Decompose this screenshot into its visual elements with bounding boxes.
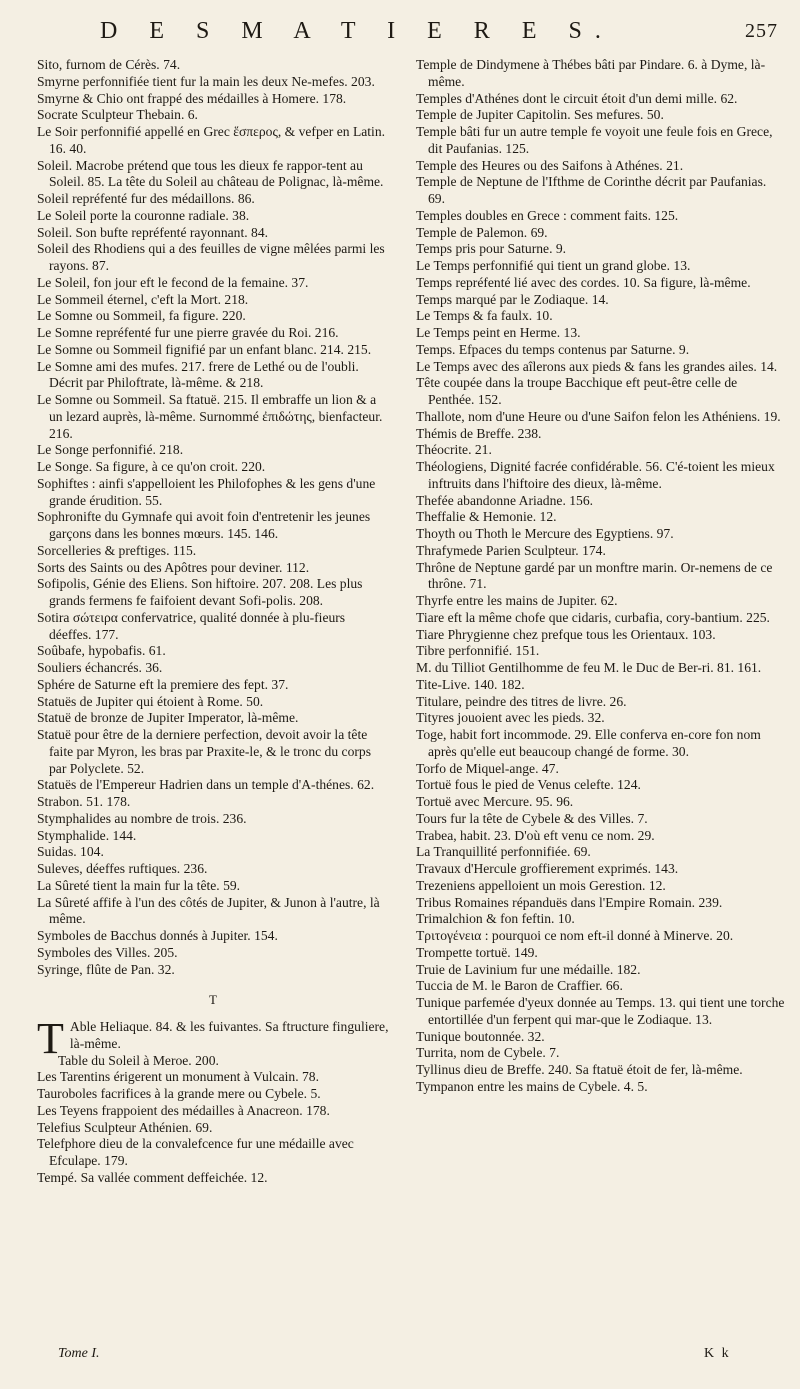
index-entry: Travaux d'Hercule groffierement exprimés. 143. xyxy=(416,861,679,876)
index-entry: Tortuë fous le pied de Venus celefte. 124. xyxy=(416,777,641,793)
index-entry: Tympanon entre les mains de Cybele. 4. 5. xyxy=(416,1078,648,1094)
index-entry: Soleil. Son bufte repréfenté rayonnant. 84. xyxy=(37,224,269,240)
index-entry: Temps. Efpaces du temps contenus par Saturne. 9. xyxy=(416,341,690,357)
index-entry: Syringe, flûte de Pan. 32. xyxy=(37,961,175,977)
index-entry: Telefius Sculpteur Athénien. 69. xyxy=(37,1119,213,1135)
index-entry: Soleil des Rhodiens qui a des feuilles de vigne mêlées parmi les rayons. 87. xyxy=(37,241,385,273)
index-entry: Tauroboles facrifices à la grande mere ou Cybele. 5. xyxy=(37,1086,321,1101)
index-entry: Le Temps perfonnifié qui tient un grand globe. 13. xyxy=(416,258,691,273)
index-entry: Telefphore dieu de la convalefcence fur une médaille avec Efculape. 179. xyxy=(37,1136,354,1168)
index-entry: Souliers échancrés. 36. xyxy=(37,660,163,675)
index-entry: Théocrite. 21. xyxy=(416,442,492,458)
index-entry: Tête coupée dans la troupe Bacchique eft peut-être celle de Penthée. 152. xyxy=(416,375,738,407)
index-entry: Le Sommeil éternel, c'eft la Mort. 218. xyxy=(37,291,249,307)
index-entry: Smyrne & Chio ont frappé des médailles à Homere. 178. xyxy=(37,90,347,106)
index-entry: Temps repréfenté lié avec des cordes. 10. Sa figure, là-même. xyxy=(416,274,751,290)
index-entry: Temple des Heures ou des Saifons à Athénes. 21. xyxy=(416,157,684,173)
index-entry: Temples doubles en Grece : comment faits. 125. xyxy=(416,207,679,223)
index-entry: M. du Tilliot Gentilhomme de feu M. le Duc de Ber-ri. 81. 161. xyxy=(416,660,762,675)
index-entry: Trompette tortuë. 149. xyxy=(416,944,538,960)
index-entry: Le Somne ami des mufes. 217. frere de Lethé ou de l'oubli. Décrit par Philoftrate, là-même. & 218. xyxy=(37,358,359,391)
index-entry: Statuës de l'Empereur Hadrien dans un temple d'A-thénes. 62. xyxy=(37,777,375,793)
index-entry: Temple bâti fur un autre temple fe voyoit une feule fois en Grece, dit Paufanias. 125. xyxy=(416,124,773,156)
index-entry: Le Temps peint en Herme. 13. xyxy=(416,325,581,340)
index-entry: Tiare eft la même chofe que cidaris, curbafia, cory-bantium. 225. xyxy=(416,609,770,625)
index-entry: Thefée abandonne Ariadne. 156. xyxy=(416,492,594,508)
index-entry: Trimalchion & fon feftin. 10. xyxy=(416,911,575,927)
index-entry: Thrafymede Parien Sculpteur. 174. xyxy=(416,542,606,558)
index-entry: Smyrne perfonnifiée tient fur la main les deux Ne-mefes. 203. xyxy=(37,73,375,89)
index-entry: Tyllinus dieu de Breffe. 240. Sa ftatuë étoit de fer, là-même. xyxy=(416,1062,743,1077)
letter-heading-t: T xyxy=(209,992,217,1008)
signature-mark: K k xyxy=(704,1346,731,1361)
index-entry: Temps pris pour Saturne. 9. xyxy=(416,241,567,257)
index-entry: Sofipolis, Génie des Eliens. Son hiftoire. 207. 208. Les plus grands fermens fe faifoient devant Sofi-polis. 208. xyxy=(37,576,363,608)
index-entry: Le Soleil porte la couronne radiale. 38. xyxy=(37,207,250,223)
index-entry: Toge, habit fort incommode. 29. Elle conferva en-core fon nom après qu'elle eut beaucoup changé de forme. 30. xyxy=(416,727,761,759)
index-entry: Tuccia de M. le Baron de Craffier. 66. xyxy=(416,978,623,994)
index-entry: Symboles de Bacchus donnés à Jupiter. 154. xyxy=(37,928,278,943)
index-entry: Temples d'Athénes dont le circuit étoit d'un demi mille. 62. xyxy=(416,90,738,106)
index-entry: Tunique parfemée d'yeux donnée au Temps. 13. qui tient une torche entortillée d'un ferpent qui mar-que le Zodiaque. 13. xyxy=(416,995,785,1027)
index-entry: Sorts des Saints ou des Apôtres pour deviner. 112. xyxy=(37,559,310,575)
index-entry: Le Soir perfonnifié appellé en Grec ἕσπερος, & vefper en Latin. 16. 40. xyxy=(37,124,386,156)
index-entry: Titulare, peindre des titres de livre. 26. xyxy=(416,693,627,709)
running-head xyxy=(60,16,800,46)
index-entry: Sphére de Saturne eft la premiere des fept. 37. xyxy=(37,676,289,692)
index-entry: Le Soleil, fon jour eft le fecond de la femaine. 37. xyxy=(37,274,309,290)
index-entry: Le Temps avec des aîlerons aux pieds & fans les grandes ailes. 14. xyxy=(416,358,778,374)
index-entry: Sotira σώτειρα confervatrice, qualité donnée à plu-fieurs déeffes. 177. xyxy=(37,609,346,642)
index-entry: Suidas. 104. xyxy=(37,844,104,860)
index-entry: Truie de Lavinium fur une médaille. 182. xyxy=(416,961,641,977)
index-entry: La Sûreté affife à l'un des côtés de Jupiter, & Junon à l'autre, là même. xyxy=(37,894,380,927)
index-entry: Tortuë avec Mercure. 95. 96. xyxy=(416,794,574,809)
index-entry: Table du Soleil à Meroe. 200. xyxy=(57,1052,219,1068)
index-entry: Tityres jouoient avec les pieds. 32. xyxy=(416,710,605,726)
left-column xyxy=(37,57,389,1187)
index-entry: Temps marqué par le Zodiaque. 14. xyxy=(416,291,609,307)
index-entry: Sophiftes : ainfi s'appelloient les Philofophes & les gens d'une grande érudition. 55. xyxy=(37,475,376,508)
index-entry: Sophronifte du Gymnafe qui avoit foin d'entretenir les jeunes garçons dans les bonnes mœurs. 145. 146. xyxy=(37,509,371,541)
left-t-entries xyxy=(37,1014,389,1187)
index-entry: Le Somne ou Sommeil, fa figure. 220. xyxy=(37,308,246,324)
right-column xyxy=(416,57,786,1096)
index-entry: Temple de Neptune de l'Ifthme de Corinthe décrit par Paufanias. 69. xyxy=(416,174,767,206)
left-entries xyxy=(37,57,389,978)
index-entry: Thyrfe entre les mains de Jupiter. 62. xyxy=(416,593,618,608)
index-entry: Suleves, déeffes ruftiques. 236. xyxy=(37,861,208,876)
index-entry: Le Somne ou Sommeil fignifié par un enfant blanc. 214. 215. xyxy=(37,341,372,357)
index-entry: Tours fur la tête de Cybele & des Villes. 7. xyxy=(416,810,648,826)
index-entry: Statuë de bronze de Jupiter Imperator, là-même. xyxy=(37,710,299,726)
index-entry: Trezeniens appelloient un mois Gerestion. 12. xyxy=(416,877,666,893)
index-entry: Tribus Romaines répanduës dans l'Empire Romain. 239. xyxy=(416,894,723,910)
index-entry: Tiare Phrygienne chez prefque tous les Orientaux. 103. xyxy=(416,626,716,642)
index-entry: Tibre perfonnifié. 151. xyxy=(416,643,540,659)
right-entries xyxy=(416,57,786,1096)
index-entry: Thrône de Neptune gardé par un monftre marin. Or-nemens de ce thrône. 71. xyxy=(416,559,773,592)
index-entry: Le Songe. Sa figure, à ce qu'on croit. 220. xyxy=(37,459,266,474)
index-entry: Soûbafe, hypobafis. 61. xyxy=(37,643,166,659)
index-entry: Statuës de Jupiter qui étoient à Rome. 50. xyxy=(37,693,264,709)
index-entry: Temple de Jupiter Capitolin. Ses mefures. 50. xyxy=(416,107,664,123)
index-entry: Turrita, nom de Cybele. 7. xyxy=(416,1045,560,1061)
index-entry: Le Songe perfonnifié. 218. xyxy=(37,442,184,458)
page-number: 257 xyxy=(745,20,778,42)
index-entry: Sorcelleries & preftiges. 115. xyxy=(37,542,197,558)
index-entry: Strabon. 51. 178. xyxy=(37,794,131,809)
index-entry: Theffalie & Hemonie. 12. xyxy=(416,509,557,525)
index-entry: Temple de Dindymene à Thébes bâti par Pindare. 6. à Dyme, là-même. xyxy=(416,57,766,89)
index-entry: Thémis de Breffe. 238. xyxy=(416,425,542,441)
index-entry: Le Somne repréfenté fur une pierre gravée du Roi. 216. xyxy=(37,325,339,340)
index-entry: Τριτογένεια : pourquoi ce nom eft-il donné à Minerve. 20. xyxy=(416,928,734,943)
index-entry: Soleil. Macrobe prétend que tous les dieux fe rappor-tent au Soleil. 85. La tête du Soleil au château de Polignac, là-même. xyxy=(37,157,384,190)
index-entry: Les Tarentins érigerent un monument à Vulcain. 78. xyxy=(37,1069,319,1085)
index-entry: Stymphalides au nombre de trois. 236. xyxy=(37,810,247,826)
index-entry: Soleil repréfenté fur des médaillons. 86. xyxy=(37,191,255,206)
running-head-title: D E S M A T I E R E S. xyxy=(100,18,614,44)
index-entry: Thallote, nom d'une Heure ou d'une Saifon felon les Athéniens. 19. xyxy=(416,408,781,424)
index-entry: Le Temps & fa faulx. 10. xyxy=(416,308,553,324)
index-entry: Socrate Sculpteur Thebain. 6. xyxy=(37,107,198,123)
index-entry: Trabea, habit. 23. D'où eft venu ce nom. 29. xyxy=(416,827,655,843)
index-entry: Statuë pour être de la derniere perfection, devoit avoir la tête faite par Myron, les bras par Praxite-le, & le tronc du corps par Polyclete. 52. xyxy=(37,727,371,776)
index-entry: Le Somne ou Sommeil. Sa ftatuë. 215. Il embraffe un lion & a un lezard auprès, là-même. Surnommé ἐπιδώτης, bienfacteur. 216. xyxy=(37,392,383,441)
index-entry: La Sûreté tient la main fur la tête. 59. xyxy=(37,877,241,893)
index-entry: Tunique boutonnée. 32. xyxy=(416,1028,545,1044)
index-entry: Symboles des Villes. 205. xyxy=(37,944,178,960)
dropcap-t: T xyxy=(37,1014,64,1063)
index-entry: Tempé. Sa vallée comment deffeichée. 12. xyxy=(37,1169,268,1185)
index-entry: Sito, furnom de Cérès. 74. xyxy=(37,57,181,72)
index-entry: Thoyth ou Thoth le Mercure des Egyptiens. 97. xyxy=(416,526,674,541)
volume-label: Tome I. xyxy=(58,1346,100,1361)
index-entry: Les Teyens frappoient des médailles à Anacreon. 178. xyxy=(37,1102,330,1118)
index-entry: La Tranquillité perfonnifiée. 69. xyxy=(416,844,591,860)
index-entry: Torfo de Miquel-ange. 47. xyxy=(416,760,559,776)
index-entry: Temple de Palemon. 69. xyxy=(416,224,548,240)
index-entry-text: Able Heliaque. 84. & les fuivantes. Sa ftructure finguliere, là-même. xyxy=(69,1019,389,1051)
index-entry: Tite-Live. 140. 182. xyxy=(416,676,525,692)
index-entry: Stymphalide. 144. xyxy=(37,827,137,843)
index-entry: Théologiens, Dignité facrée confidérable. 56. C'é-toient les mieux inftruits dans l'hiftoire des dieux, là-même. xyxy=(416,459,775,491)
